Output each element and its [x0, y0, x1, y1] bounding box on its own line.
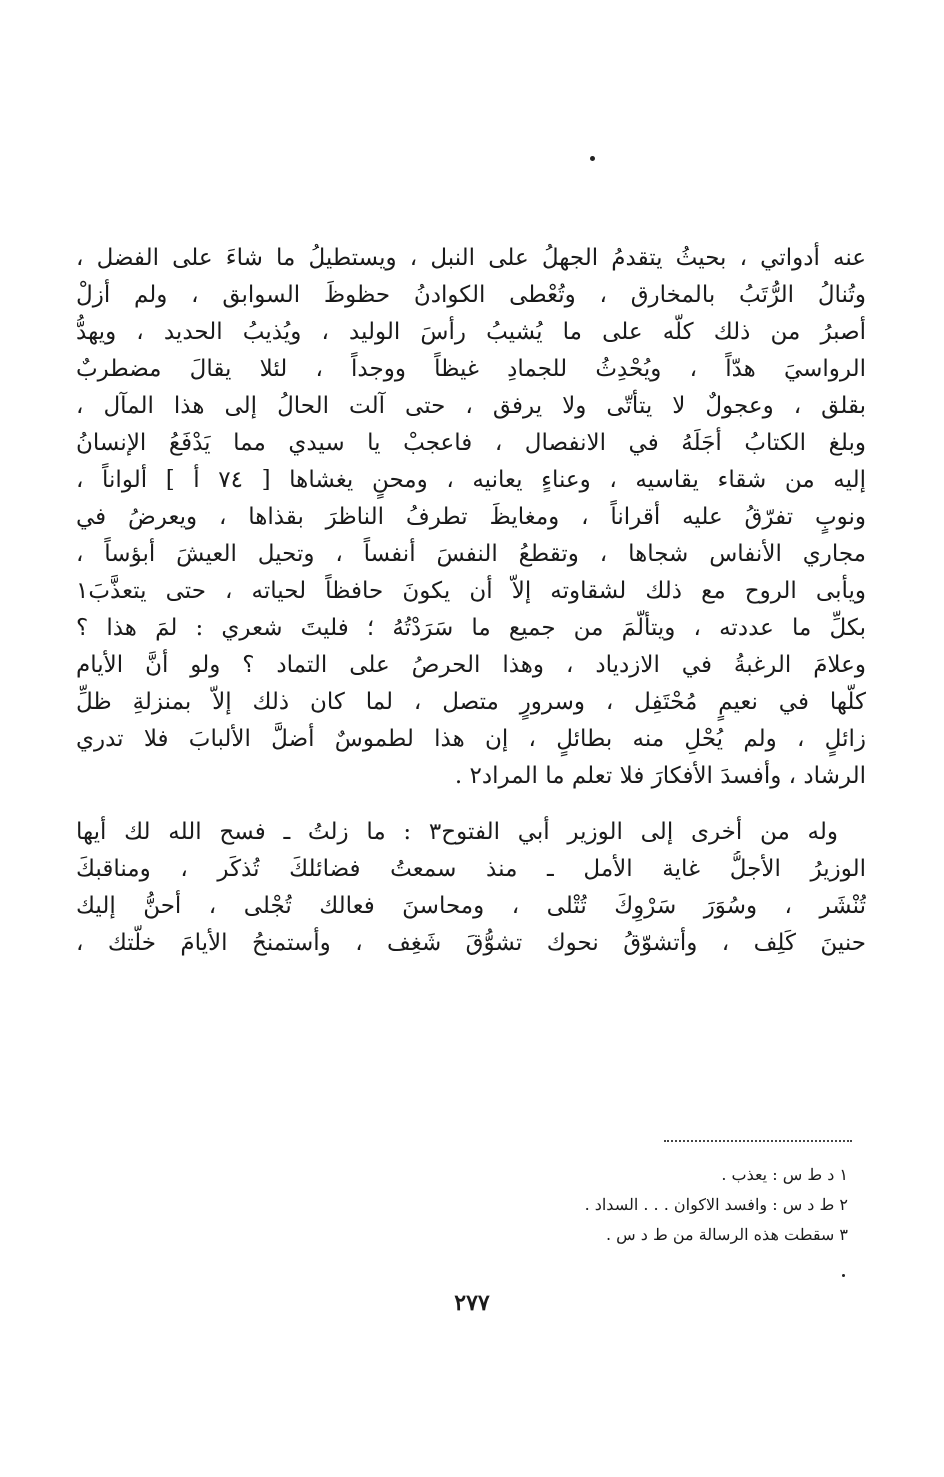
main-text: [76, 240, 866, 962]
text-line: عنه أدواتي ، بحيثُ يتقدمُ الجهلُ على النبل ، ويستطيلُ ما شاءَ على الفضل ،: [76, 245, 866, 271]
paragraph-2: [76, 814, 866, 962]
paragraph-1: [76, 240, 866, 795]
text-line: مجاري الأنفاس شجاها ، وتقطعُ النفسَ أنفساً ، وتحيل العيشَ أبؤساً ،: [76, 541, 866, 567]
footnote: ١ د ط س : يعذب .: [721, 1165, 848, 1184]
text-line: أصبرُ من ذلك كلّه على ما يُشيبُ رأسَ الوليد ، ويُذيبُ الحديد ، ويهدُّ: [76, 319, 866, 345]
text-line: الرواسيَ هدّاً ، ويُحْدِثُ للجمادِ غيظاً ووجداً ، لئلا يقالَ مضطربٌ: [76, 356, 866, 382]
text-line: بكلِّ ما عددته ، ويتألّمَ من جميع ما سَرَدْتُهُ ؛ فليتَ شعري : لمَ هذا ؟: [76, 615, 866, 641]
text-line: تُنْشَر ، وسُوَرَ سَرْوِكَ تُتْلى ، ومحاسنَ فعالك تُجْلى ، أحنُّ إليك: [76, 893, 866, 919]
text-line: وله من أخرى إلى الوزير أبي الفتوح٣ : ما زلتُ ـ فسح الله لك أيها: [76, 819, 838, 845]
text-line: ونوبٍ تفرّقُ عليه أقراناً ، ومغايظَ تطرفُ الناظرَ بقذاها ، ويعرضُ في: [76, 504, 866, 530]
text-line: بقلق ، وعجولٌ لا يتأتّى ولا يرفق ، حتى آلت الحالُ إلى هذا المآل ،: [76, 393, 866, 419]
text-line: إليه من شقاء يقاسيه ، وعناءٍ يعانيه ، ومحنٍ يغشاها [ ٧٤ أ ] ألواناً ،: [76, 467, 866, 493]
footnote: ٣ سقطت هذه الرسالة من ط د س .: [605, 1225, 848, 1244]
text-line: وعلامَ الرغبةُ في الازدياد ، وهذا الحرصُ على التماد ؟ ولو أنَّ الأيام: [76, 652, 866, 678]
ink-speck: [590, 156, 595, 161]
text-line: حنينَ كَلِف ، وأتشوّقُ نحوك تشوُّقَ شَغِف ، وأستمنحُ الأيامَ خلَّتك ،: [76, 930, 866, 956]
ink-speck: [842, 1274, 845, 1277]
paragraph-gap: [76, 795, 866, 814]
text-line: وتُنالُ الرُّتَبُ بالمخارق ، وتُعْطى الكوادنُ حظوظَ السوابق ، ولم أزلْ: [76, 282, 866, 308]
text-line: ويأبى الروح مع ذلك لشقاوته إلاّ أن يكونَ حافظاً لحياته ، حتى يتعذَّبَ١: [76, 578, 866, 604]
text-line: كلّها في نعيمٍ مُحْتَفِل ، وسرورٍ متصل ، لما كان ذلك إلاّ بمنزلةِ ظلِّ: [76, 689, 866, 715]
page-number: ٢٧٧: [454, 1290, 490, 1316]
text-line: الرشاد ، وأفسدَ الأفكارَ فلا تعلم ما المراد٢ .: [454, 763, 866, 789]
footnote: ٢ ط د س : وافسد الاكوان . . . السداد .: [584, 1195, 848, 1214]
footnote-separator: [664, 1140, 852, 1142]
footnotes: [348, 1160, 848, 1250]
text-line: زائلٍ ، ولم يُحْلِ منه بطائلٍ ، إن هذا لطموسٌ أضلَّ الألبابَ فلا تدري: [76, 726, 866, 752]
text-line: الوزيرُ الأجلُّ غاية الأمل ـ منذ سمعتُ فضائلكَ تُذكَر ، ومناقبكَ: [76, 856, 866, 882]
text-line: وبلغ الكتابُ أجَلَهُ في الانفصال ، فاعجبْ يا سيدي مما يَدْفَعُ الإنسانُ: [76, 430, 866, 456]
